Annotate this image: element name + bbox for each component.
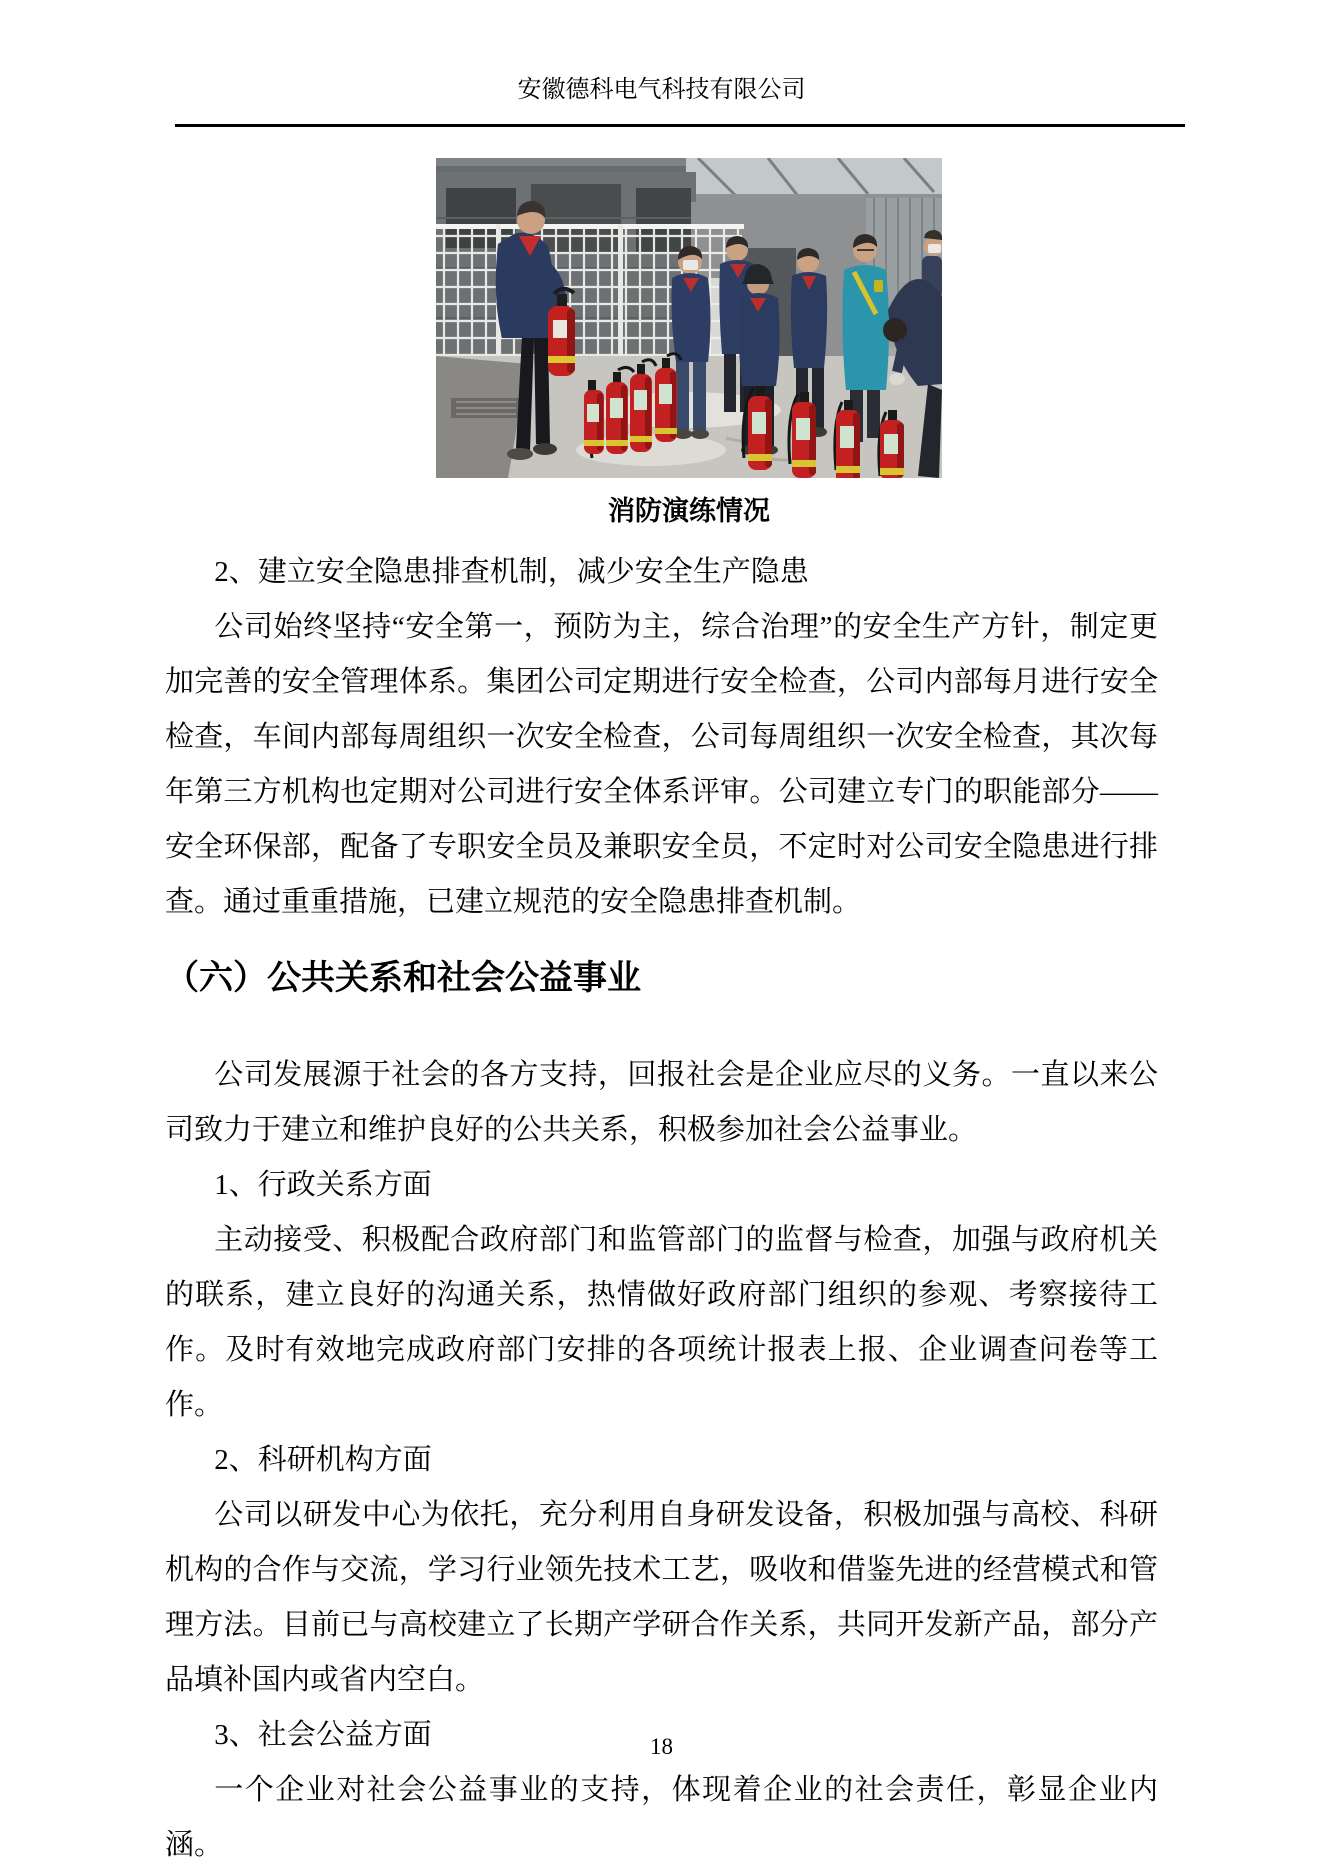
section-heading-public-relations: （六）公共关系和社会公益事业 bbox=[165, 959, 641, 997]
header-rule bbox=[175, 124, 1185, 127]
figure-caption: 消防演练情况 bbox=[608, 496, 770, 526]
header-company-title: 安徽德科电气科技有限公司 bbox=[517, 77, 806, 103]
fire-drill-photo bbox=[436, 158, 942, 478]
item-heading-safety-mechanism: 2、建立安全隐患排查机制，减少安全生产隐患 bbox=[214, 556, 809, 588]
page-number: 18 bbox=[650, 1734, 673, 1759]
item-label-public-welfare: 3、社会公益方面 bbox=[214, 1719, 432, 1751]
paragraph-research: 公司以研发中心为依托，充分利用自身研发设备，积极加强与高校、科研机构的合作与交流，学习行业领先技术工艺，吸收和借鉴先进的经营模式和管理方法。目前已与高校建立了长期产学研合作关系，共同开发新产品，部分产品填补国内或省内空白。 bbox=[165, 1499, 1158, 1696]
item-label-admin: 1、行政关系方面 bbox=[214, 1169, 432, 1201]
paragraph-public-welfare: 一个企业对社会公益事业的支持，体现着企业的社会责任，彰显企业内涵。 bbox=[165, 1774, 1158, 1861]
item-label-research: 2、科研机构方面 bbox=[214, 1444, 432, 1476]
paragraph-safety: 公司始终坚持“安全第一，预防为主，综合治理”的安全生产方针，制定更加完善的安全管理体系。集团公司定期进行安全检查，公司内部每月进行安全检查，车间内部每周组织一次安全检查，公司每周组织一次安全检查，其次每年第三方机构也定期对公司进行安全体系评审。公司建立专门的职能部分——安全环保部，配备了专职安全员及兼职安全员，不定时对公司安全隐患进行排查。通过重重措施，已建立规范的安全隐患排查机制。 bbox=[165, 611, 1158, 918]
document-body bbox=[165, 545, 1158, 1871]
paragraph-intro: 公司发展源于社会的各方支持，回报社会是企业应尽的义务。一直以来公司致力于建立和维护良好的公共关系，积极参加社会公益事业。 bbox=[165, 1059, 1158, 1146]
figure bbox=[436, 158, 942, 528]
paragraph-admin: 主动接受、积极配合政府部门和监管部门的监督与检查，加强与政府机关的联系，建立良好的沟通关系，热情做好政府部门组织的参观、考察接待工作。及时有效地完成政府部门安排的各项统计报表上报、企业调查问卷等工作。 bbox=[165, 1224, 1158, 1421]
